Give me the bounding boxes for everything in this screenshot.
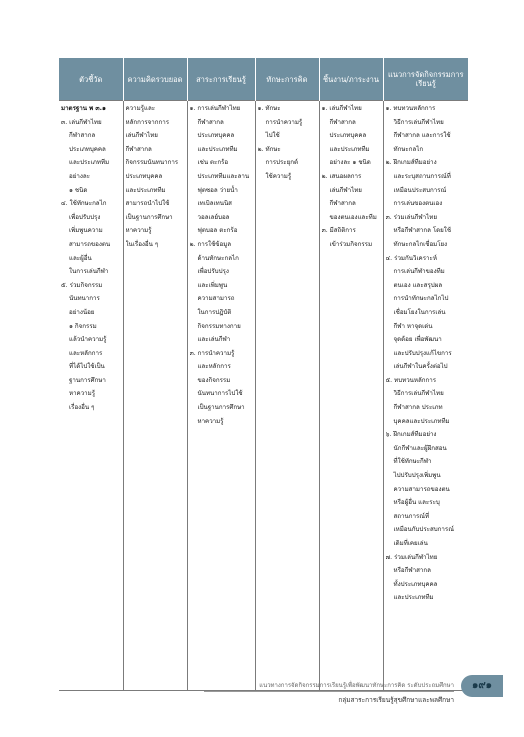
cell-line: ๔. ใช้ทักษะกลไก [61, 200, 107, 208]
cell-line: กิจกรรมนันทนาการ [125, 159, 179, 167]
header-content: สาระการเรียนรู้ [187, 58, 255, 101]
cell-line: หรือผู้อื่น และระบุ [393, 499, 440, 507]
cell-line: กีฬาสากล [329, 118, 356, 126]
cell-line: ๖. ฝึกเกมส์ทีมอย่าง [385, 431, 437, 439]
cell-line: นันทนาการไปใช้ [197, 390, 243, 398]
cell-line: ฟุตซอล ว่ายน้ำ [197, 186, 238, 194]
cell-line: และหลักการ [197, 363, 231, 371]
cell-line: ๑ กิจกรรม [69, 322, 97, 330]
cell-line: เป็นฐานการศึกษา [125, 213, 173, 221]
cell-line: เช่น ตะกร้อ [197, 159, 229, 167]
cell-line: และผู้อื่น [69, 254, 92, 262]
cell-line: หาความรู้ [197, 417, 224, 425]
header-tasks: ชิ้นงาน/ภาระงาน [319, 58, 383, 101]
cell-line: สามารถของตน [69, 240, 111, 248]
cell-content [187, 101, 255, 691]
cell-line: เล่นกีฬาไทย [329, 186, 362, 194]
cell-line: ทักษะกลไก [393, 145, 424, 153]
cell-line: ตนเอง และสรุปผล [393, 281, 443, 289]
cell-line: วอลเลย์บอล [197, 213, 230, 221]
cell-line: สถานการณ์ที่ [393, 512, 430, 520]
cell-line: หรือกีฬาสากล โดยใช้ [393, 227, 452, 235]
cell-line: หลักการจากการ [125, 118, 170, 126]
header-thinking-skills: ทักษะการคิด [255, 58, 319, 101]
cell-line: ทั้งประเภทบุคคล [393, 580, 438, 588]
cell-line: ๒. ฝึกเกมส์ทีมอย่าง [385, 159, 437, 167]
cell-line: หาความรู้ [125, 227, 152, 235]
cell-line: ๓. การนำความรู้ [189, 349, 235, 357]
cell-line: ความรู้และ [125, 105, 156, 112]
cell-line: และประเภททีม [329, 145, 370, 153]
cell-line: ๒. เสนอผลการ [321, 172, 362, 180]
header-concept: ความคิดรวบยอด [123, 58, 187, 101]
cell-line: เล่นกีฬาไทย [125, 132, 158, 140]
cell-line: ประเภทบุคคล [197, 132, 235, 140]
cell-line: นักกีฬาและผู้ฝึกสอน [393, 444, 447, 452]
cell-line: วิธีการเล่นกีฬาไทย [393, 390, 444, 398]
cell-line: เหมือนกับประสบการณ์ [393, 526, 454, 534]
cell-line: วิธีการเล่นกีฬาไทย [393, 118, 444, 126]
cell-line: ๗. ร่วมเล่นกีฬาไทย [385, 553, 438, 561]
cell-line: อย่างละ [69, 172, 90, 180]
page-footer [184, 680, 454, 706]
cell-line: และประเภททีม [69, 159, 110, 167]
cell-line: กีฬาสากล และการใช้ [393, 132, 451, 140]
cell-line: เพื่อปรับปรุง [69, 213, 101, 221]
header-activities: แนวการจัดกิจกรรมการเรียนรู้ [383, 58, 468, 101]
cell-activities [383, 101, 468, 691]
cell-line: และประเภททีม [125, 186, 166, 194]
cell-line: กีฬาสากล [125, 145, 152, 153]
cell-line: และปรับปรุงแก้ไขการ [393, 349, 452, 357]
cell-line: เพิ่มพูนความ [69, 227, 103, 235]
cell-line: ไปปรับปรุงเพิ่มพูน [393, 472, 441, 480]
cell-line: ฟุตบอล ตะกร้อ [197, 227, 238, 235]
cell-line: ๑. ทบทวนหลักการ [385, 105, 436, 112]
cell-line: ในการเล่นกีฬา [69, 268, 109, 276]
cell-line: และประเภททีม [197, 145, 238, 153]
cell-line: ไปใช้ [265, 132, 280, 140]
cell-line: เทเบิลเทนนิส [197, 200, 232, 208]
cell-thinking-skills [255, 101, 319, 691]
cell-line: กีฬาสากล [329, 200, 356, 208]
cell-line: เหมือนประสบการณ์ [393, 186, 447, 194]
cell-line: นันทนาการ [69, 295, 100, 303]
cell-line: ประเภทบุคคล [329, 132, 367, 140]
cell-line: หรือกีฬาสากล [393, 567, 431, 575]
cell-line: ๑. ทักษะ [257, 105, 281, 112]
cell-line: ประเภทบุคคล [125, 172, 163, 180]
cell-indicators [59, 101, 123, 691]
cell-line: และหลักการ [69, 349, 103, 357]
cell-line: กีฬา หาจุดเด่น [393, 322, 433, 330]
cell-line: ๕. ทบทวนหลักการ [385, 376, 437, 384]
cell-line: ๒. ทักษะ [257, 145, 281, 153]
cell-line: ในเรื่องอื่น ๆ [125, 240, 159, 248]
cell-line: เป็นฐานการศึกษา [197, 404, 245, 412]
cell-line: ฐานการศึกษา [69, 376, 106, 384]
cell-line: ที่ได้ไปใช้เป็น [69, 363, 105, 371]
cell-line: การเล่นกีฬาของทีม [393, 268, 445, 276]
cell-line: และระบุสถานการณ์ที่ [393, 172, 451, 180]
cell-line: และประเภททีม [393, 594, 434, 602]
cell-line: ใช้ความรู้ [265, 172, 292, 180]
cell-line: มาตรฐาน พ ๓.๑ [61, 105, 106, 112]
cell-line: กีฬาสากล [69, 132, 96, 140]
cell-line: การนำความรู้ [265, 118, 303, 126]
cell-line: ๓. มีสถิติการ [321, 227, 356, 235]
cell-line: ๓. ร่วมเล่นกีฬาไทย [385, 213, 437, 221]
cell-line: ทักษะกลไกเชื่อมโยง [393, 240, 448, 248]
cell-line: แล้วนำความรู้ [69, 336, 107, 344]
cell-line: ของกิจกรรม [197, 376, 231, 384]
cell-line: ๔. ร่วมกันวิเคราะห์ [385, 254, 437, 262]
cell-line: บุคคลและประเภททีม [393, 417, 450, 425]
cell-line: ด้านทักษะกลไก [197, 254, 239, 262]
table-row [59, 101, 468, 691]
footer-divider [204, 691, 454, 692]
cell-concepts [123, 101, 187, 691]
cell-line: ในการปฏิบัติ [197, 308, 232, 316]
cell-line: และเพิ่มพูน [197, 281, 228, 289]
footer-book-title: แนวทางการจัดกิจกรรมการเรียนรู้เพื่อพัฒนาทักษะการคิด ระดับประถมศึกษา [259, 682, 454, 689]
cell-line: การประยุกต์ [265, 159, 299, 167]
cell-line: อย่างละ ๑ ชนิด [329, 159, 371, 167]
cell-line: ความสามารถของตน [393, 485, 450, 493]
cell-line: ที่ใช้ทักษะกีฬา [393, 458, 432, 466]
cell-line: ของตนเองและทีม [329, 213, 377, 221]
cell-line: ๑. เล่นกีฬาไทย [321, 105, 362, 112]
page-number: ๑๙๑ [461, 675, 503, 697]
cell-line: เรื่องอื่น ๆ [69, 404, 95, 412]
cell-line: กีฬาสากล [197, 118, 224, 126]
cell-line: สามารถนำไปใช้ [125, 200, 170, 208]
cell-line: ความสามารถ [197, 295, 235, 303]
cell-line: และเล่นกีฬา [197, 336, 231, 344]
cell-tasks [319, 101, 383, 691]
cell-line: ๓. เล่นกีฬาไทย [61, 118, 102, 126]
cell-line: เดิมที่เคยเล่น [393, 540, 428, 547]
cell-line: เชื่อมโยงในการเล่น [393, 308, 446, 316]
cell-line: ๕. ร่วมกิจกรรม [61, 281, 103, 289]
cell-line: จุดด้อย เพื่อพัฒนา [393, 336, 442, 344]
cell-line: การนำทักษะกลไกไป [393, 295, 449, 303]
cell-line: ๑. การเล่นกีฬาไทย [189, 105, 241, 112]
cell-line: ประเภทบุคคล [69, 145, 106, 153]
cell-line: ๑ ชนิด [69, 186, 88, 194]
cell-line: ประเภททีมและลาน [197, 172, 250, 180]
cell-line: ๒. การใช้ข้อมูล [189, 240, 232, 248]
cell-line: เข้าร่วมกิจกรรม [329, 240, 373, 248]
cell-line: การเล่นของตนเอง [393, 200, 443, 208]
cell-line: กิจกรรมทางกาย [197, 322, 241, 330]
header-indicator: ตัวชี้วัด [59, 58, 123, 101]
cell-line: เล่นกีฬาในครั้งต่อไป [393, 363, 448, 371]
curriculum-table [59, 58, 468, 691]
cell-line: อย่างน้อย [69, 308, 95, 316]
cell-line: หาความรู้ [69, 390, 96, 398]
footer-subject-group: กลุ่มสาระการเรียนรู้สุขศึกษาและพลศึกษา [338, 696, 454, 704]
cell-line: เพื่อปรับปรุง [197, 268, 229, 276]
table-header-row [59, 58, 468, 101]
cell-line: กีฬาสากล ประเภท [393, 404, 443, 412]
